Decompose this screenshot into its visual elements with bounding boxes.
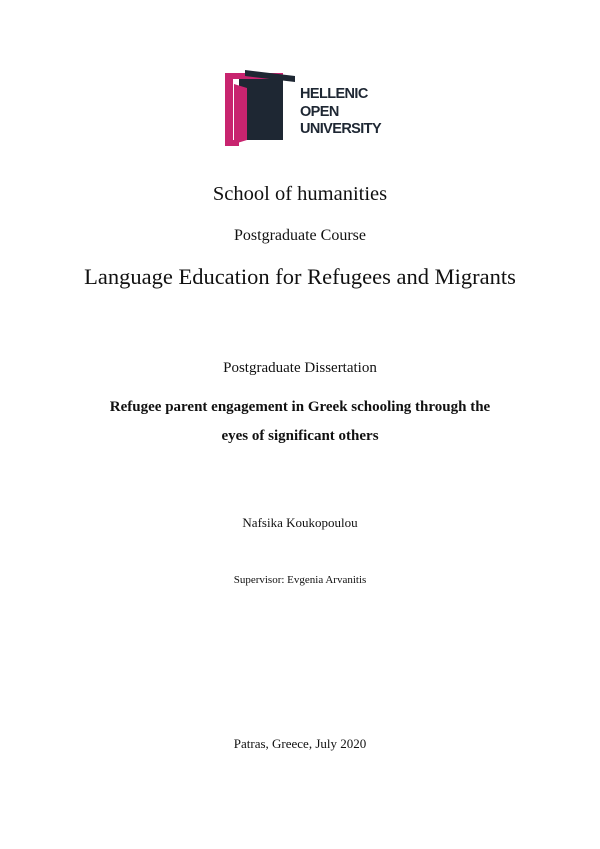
dissertation-label: Postgraduate Dissertation: [223, 360, 377, 376]
university-logo: [225, 70, 395, 146]
program-title: Language Education for Refugees and Migrants: [84, 264, 516, 289]
supervisor-line: Supervisor: Evgenia Arvanitis: [233, 574, 367, 586]
logo-wordmark: [300, 86, 381, 139]
hou-emblem-icon: [225, 70, 297, 146]
dissertation-title-line-1: Refugee parent engagement in Greek schooling through the: [109, 399, 491, 415]
author-name: Nafsika Koukopoulou: [242, 515, 358, 530]
dissertation-title: [0, 393, 600, 451]
logo-line-3: UNIVERSITY: [300, 121, 382, 137]
school-name: School of humanities: [212, 183, 388, 205]
place-and-date: Patras, Greece, July 2020: [233, 736, 367, 751]
course-type: Postgraduate Course: [234, 227, 366, 244]
logo-line-2: OPEN: [300, 103, 339, 120]
dissertation-title-line-2: eyes of significant others: [221, 428, 379, 444]
logo-line-1: HELLENIC: [300, 86, 368, 102]
